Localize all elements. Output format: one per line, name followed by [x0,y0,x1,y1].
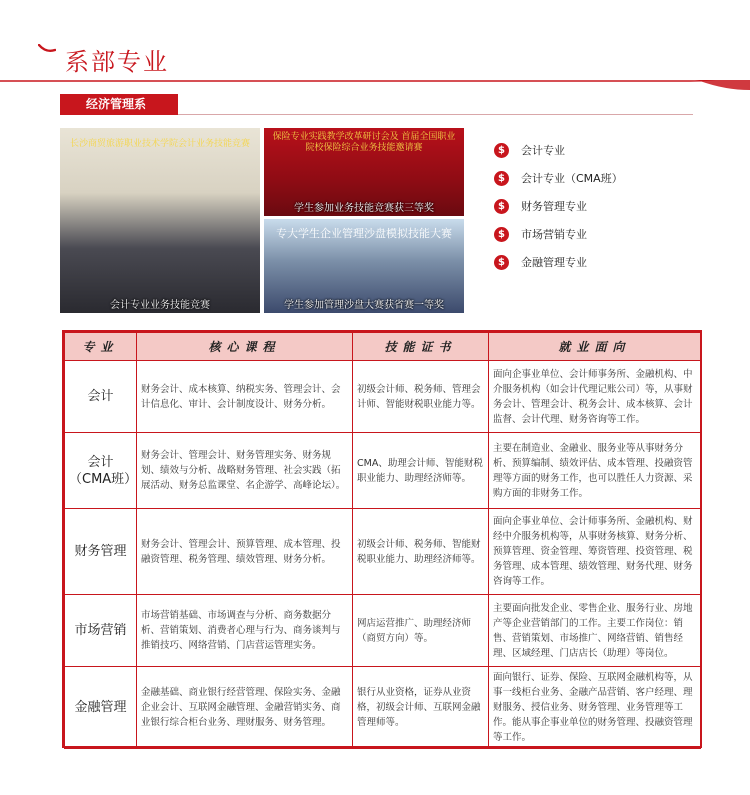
header-divider [0,80,750,92]
header-jobs: 就业面向 [489,333,701,361]
major-cell: 金融管理 [65,667,137,749]
major-label: 会计专业 [521,144,565,157]
currency-icon: $ [494,171,509,186]
list-item[interactable] [494,248,694,276]
courses-cell: 市场营销基础、市场调查与分析、商务数据分析、营销策划、消费者心理与行为、商务谈判与推销技巧、网络营销、门店营运管理实务。 [137,595,353,667]
photo-banner-text: 长沙商贸旅游职业技术学院会计业务技能竞赛 [69,139,250,149]
photo-award-third-prize [264,128,464,216]
header-major: 专业 [65,333,137,361]
courses-cell: 财务会计、管理会计、财务管理实务、财务规划、绩效与分析、战略财务管理、社会实践（拓展活动、财务总监课堂、名企游学、高峰论坛）。 [137,433,353,509]
table-row [65,361,701,433]
photo-caption: 学生参加管理沙盘大赛获省赛一等奖 [284,300,444,311]
page-title: 系部专业 [65,48,169,76]
photo-banner-text: 保险专业实践教学改革研讨会及 首届全国职业院校保险综合业务技能邀请赛 [272,132,456,153]
certs-cell: 银行从业资格，证券从业资格，初级会计师、互联网金融管理师等。 [353,667,489,749]
table-header-row [65,333,701,361]
courses-cell: 财务会计、成本核算、纳税实务、管理会计、会计信息化、审计、会计制度设计、财务分析。 [137,361,353,433]
table-row [65,433,701,509]
major-label: 市场营销专业 [521,228,587,241]
photo-sandbox-contest [264,219,464,313]
table-row [65,509,701,595]
jobs-cell: 面向银行、证券、保险、互联网金融机构等，从事一线柜台业务、金融产品营销、客户经理、理财服务、授信业务、财务管理、业务管理等工作。能从事企事业单位的财务管理、投融资管理等工作。 [489,667,701,749]
certs-cell: CMA、助理会计师、智能财税职业能力、助理经济师等。 [353,433,489,509]
jobs-cell: 主要面向批发企业、零售企业、服务行业、房地产等企业营销部门的工作。主要工作岗位：销售、营销策划、市场推广、网络营销、销售经理、区域经理、门店店长（助理）等岗位。 [489,595,701,667]
major-cell: 会计 [65,361,137,433]
major-label: 金融管理专业 [521,256,587,269]
courses-cell: 金融基础、商业银行经营管理、保险实务、金融企业会计、互联网金融管理、金融营销实务、商业银行综合柜台业务、理财服务、财务管理。 [137,667,353,749]
major-cell: 财务管理 [65,509,137,595]
swoosh-icon [38,44,56,54]
table-row [65,595,701,667]
header-courses: 核心课程 [137,333,353,361]
courses-cell: 财务会计、管理会计、预算管理、成本管理、投融资管理、税务管理、绩效管理、财务分析。 [137,509,353,595]
list-item[interactable] [494,220,694,248]
jobs-cell: 主要在制造业、金融业、服务业等从事财务分析、预算编制、绩效评估、成本管理、投融资管理等方面的财务工作，也可以胜任人力资源、采购方面的非财务工作。 [489,433,701,509]
currency-icon: $ [494,143,509,158]
table-row [65,667,701,749]
majors-table [62,330,702,748]
photo-caption: 会计专业业务技能竞赛 [110,300,210,311]
photo-accounting-competition [60,128,260,313]
major-label: 财务管理专业 [521,200,587,213]
photo-banner-text: 专大学生企业管理沙盘模拟技能大赛 [276,227,452,240]
list-item[interactable] [494,164,694,192]
certs-cell: 网店运营推广、助理经济师（商贸方向）等。 [353,595,489,667]
certs-cell: 初级会计师、税务师、智能财税职业能力、助理经济师等。 [353,509,489,595]
currency-icon: $ [494,255,509,270]
list-item[interactable] [494,192,694,220]
header-certs: 技能证书 [353,333,489,361]
jobs-cell: 面向企事业单位、会计师事务所、金融机构、中介服务机构（如会计代理记账公司）等，从事财务会计、管理会计、税务会计、成本核算、会计监督、会计代理、财务咨询等工作。 [489,361,701,433]
department-divider [178,114,693,115]
currency-icon: $ [494,227,509,242]
major-list [494,136,694,276]
currency-icon: $ [494,199,509,214]
major-cell: 市场营销 [65,595,137,667]
department-banner: 经济管理系 [60,94,178,115]
major-label: 会计专业（CMA班） [521,172,623,185]
jobs-cell: 面向企事业单位、会计师事务所、金融机构、财经中介服务机构等，从事财务核算、财务分析、预算管理、资金管理、筹资管理、投资管理、税务管理、成本管理、绩效管理、财务代理、财务咨询等工作。 [489,509,701,595]
page-header [0,0,750,90]
photo-caption: 学生参加业务技能竞赛获三等奖 [294,203,434,214]
major-cell: 会计（CMA班） [65,433,137,509]
certs-cell: 初级会计师、税务师、管理会计师、智能财税职业能力等。 [353,361,489,433]
list-item[interactable] [494,136,694,164]
